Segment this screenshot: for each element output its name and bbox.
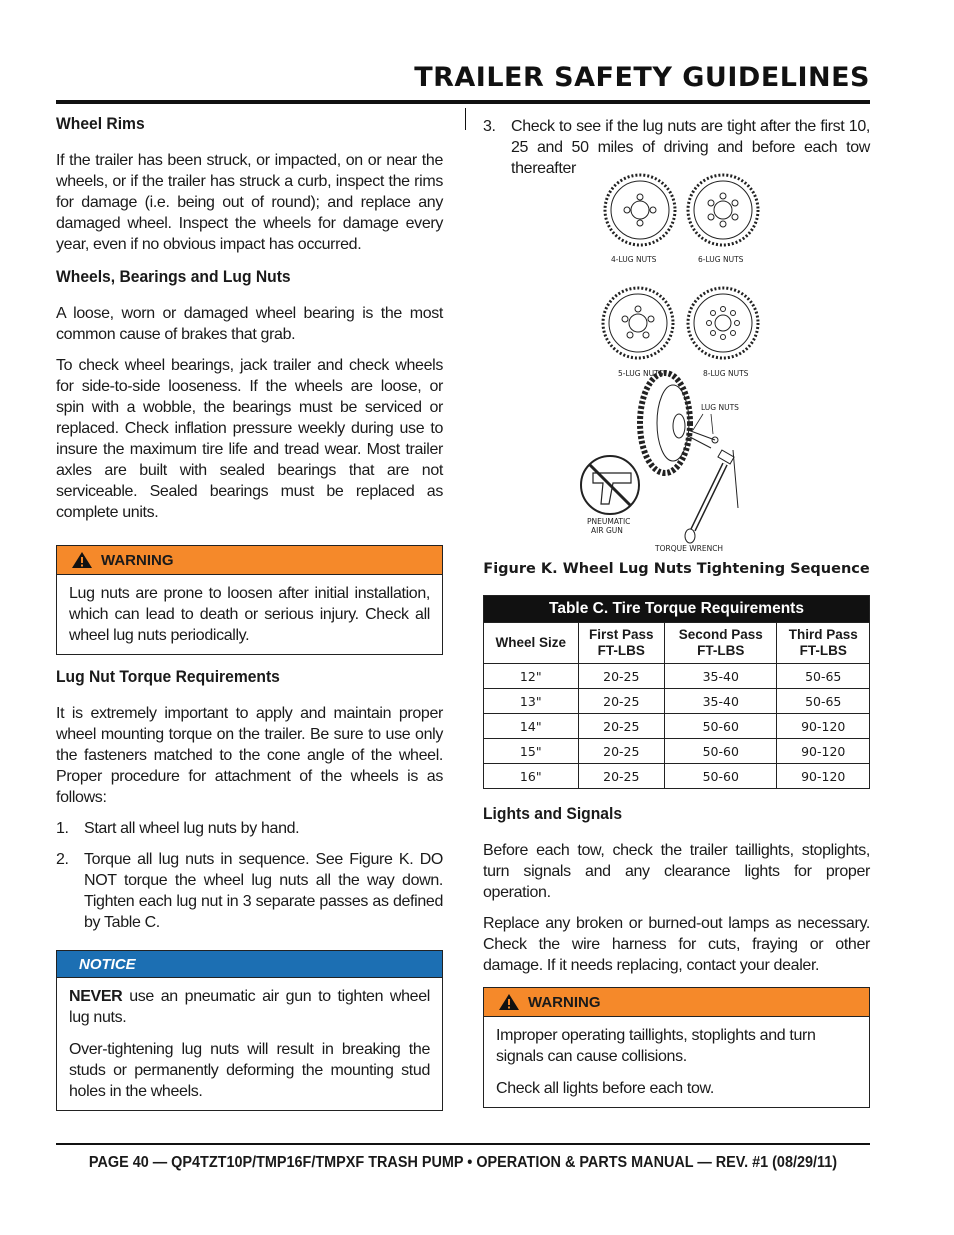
table-row xyxy=(484,714,870,739)
step-text: Torque all lug nuts in sequence. See Figure K. DO NOT torque the wheel lug nuts all the way down. Tighten each lug nut in 3 separate passes as defined by Table C. xyxy=(84,851,443,931)
label-8-lug: 8-LUG NUTS xyxy=(703,369,749,378)
table-row xyxy=(484,764,870,789)
table-header-cell xyxy=(484,623,579,664)
warning-body xyxy=(484,1017,869,1107)
table-cell: 12" xyxy=(484,664,579,689)
notice-header xyxy=(57,951,442,978)
warning-label: WARNING xyxy=(101,551,174,569)
never-emphasis: NEVER xyxy=(69,988,123,1005)
table-header-cell xyxy=(777,623,870,664)
table-cell: 35-40 xyxy=(665,689,777,714)
page-footer: PAGE 40 — QP4TZT10P/TMP16F/TMPXF TRASH PUMP • OPERATION & PARTS MANUAL — REV. #1 (08/29/11) xyxy=(88,1154,838,1171)
warning-box-lights xyxy=(483,987,870,1108)
wheel-lug-diagram xyxy=(483,168,870,558)
step-text: Check to see if the lug nuts are tight after the first 10, 25 and 50 miles of driving and before each tow thereafter xyxy=(511,118,870,177)
warning-header xyxy=(57,546,442,575)
bearings-paragraph-2: To check wheel bearings, jack trailer and check wheels for side-to-side looseness. If the wheels are loose, or spin with a wobble, the bearings must be serviced or replaced. Check inflation pressure weekly during use to insure the maximum tire life and tread wear. Most trailer axles are built with sealed bearings that are not serviceable. Sealed bearings must be replaced as complete units. xyxy=(56,357,443,521)
label-lug-nuts: LUG NUTS xyxy=(701,403,739,412)
warning-text: Lug nuts are prone to loosen after initial installation, which can lead to death or serious injury. Check all wheel lug nuts periodically. xyxy=(69,585,430,644)
table-row xyxy=(484,664,870,689)
wheel-6-lug-icon xyxy=(688,175,758,245)
no-air-gun-icon xyxy=(581,456,639,514)
header-line-2: FT-LBS xyxy=(799,643,847,658)
label-4-lug: 4-LUG NUTS xyxy=(611,255,657,264)
wheel-rims-heading: Wheel Rims xyxy=(56,114,145,133)
table-header-cell xyxy=(665,623,777,664)
figure-caption: Figure K. Wheel Lug Nuts Tightening Sequence xyxy=(483,561,870,577)
table-cell: 50-65 xyxy=(777,664,870,689)
table-row xyxy=(484,739,870,764)
table-header-cell xyxy=(578,623,665,664)
torque-heading: Lug Nut Torque Requirements xyxy=(56,667,280,686)
wheel-8-lug-icon xyxy=(688,288,758,358)
torque-steps xyxy=(56,818,443,933)
notice-paragraph-2: Over-tightening lug nuts will result in breaking the studs or permanently deforming the mounting stud holes in the wheels. xyxy=(69,1041,430,1100)
notice-label: NOTICE xyxy=(79,955,136,973)
table-cell: 16" xyxy=(484,764,579,789)
lights-paragraph-2: Replace any broken or burned-out lamps as necessary. Check the wire harness for cuts, fraying or other damage. If it needs replacing, contact your dealer. xyxy=(483,915,870,974)
wheel-4-lug-icon xyxy=(605,175,675,245)
header-line-2: FT-LBS xyxy=(697,643,745,658)
label-5-lug: 5-LUG NUTS xyxy=(618,369,664,378)
list-item xyxy=(56,849,443,933)
header-line-1: Second Pass xyxy=(678,627,763,642)
bearings-paragraph-1: A loose, worn or damaged wheel bearing is the most common cause of brakes that grab. xyxy=(56,305,443,343)
table-cell: 90-120 xyxy=(777,764,870,789)
wheel-5-lug-icon xyxy=(603,288,673,358)
header-line-1: Wheel Size xyxy=(495,635,567,650)
footer-rule xyxy=(56,1143,870,1145)
table-cell: 20-25 xyxy=(578,664,665,689)
warning-paragraph-2: Check all lights before each tow. xyxy=(496,1080,714,1097)
warning-triangle-icon xyxy=(71,551,93,569)
table-cell: 50-60 xyxy=(665,764,777,789)
table-cell: 50-60 xyxy=(665,739,777,764)
table-cell: 90-120 xyxy=(777,714,870,739)
warning-label: WARNING xyxy=(528,993,601,1011)
table-cell: 35-40 xyxy=(665,664,777,689)
table-cell: 20-25 xyxy=(578,739,665,764)
warning-paragraph-1: Improper operating taillights, stoplights and turn signals can cause collisions. xyxy=(496,1027,816,1065)
warning-triangle-icon xyxy=(498,993,520,1011)
warning-box-lug-nuts xyxy=(56,545,443,655)
header-line-1: Third Pass xyxy=(788,627,858,642)
header-line-2: FT-LBS xyxy=(597,643,645,658)
step-text: Start all wheel lug nuts by hand. xyxy=(84,820,300,837)
lights-heading: Lights and Signals xyxy=(483,804,623,823)
warning-header xyxy=(484,988,869,1017)
table-cell: 20-25 xyxy=(578,764,665,789)
header-line-1: First Pass xyxy=(589,627,654,642)
label-6-lug: 6-LUG NUTS xyxy=(698,255,744,264)
table-cell: 13" xyxy=(484,689,579,714)
notice-box xyxy=(56,950,443,1111)
page-title: TRAILER SAFETY GUIDELINES xyxy=(414,62,870,93)
table-cell: 50-60 xyxy=(665,714,777,739)
step-number: 1. xyxy=(56,820,69,837)
table-row xyxy=(484,689,870,714)
bearings-heading: Wheels, Bearings and Lug Nuts xyxy=(56,267,291,286)
notice-paragraph-1 xyxy=(69,986,430,1028)
tire-side-view-icon xyxy=(640,373,738,508)
torque-wrench-icon xyxy=(685,450,734,543)
notice-paragraph-1-rest: use an pneumatic air gun to tighten wheel lug nuts. xyxy=(69,988,430,1026)
table-cell: 15" xyxy=(484,739,579,764)
title-rule xyxy=(56,100,870,104)
notice-body xyxy=(57,978,442,1110)
table-cell: 90-120 xyxy=(777,739,870,764)
lights-paragraph-1: Before each tow, check the trailer taillights, stoplights, turn signals and any clearance lights for proper operation. xyxy=(483,842,870,901)
warning-body xyxy=(57,575,442,654)
list-item xyxy=(56,818,443,839)
column-divider xyxy=(465,108,466,130)
torque-text: It is extremely important to apply and maintain proper wheel mounting torque on the trailer. Be sure to use only the fasteners matched to the cone angle of the wheel. Proper procedure for attachment of the wheels is as follows: xyxy=(56,705,443,806)
step-number: 3. xyxy=(483,118,496,135)
figure-k xyxy=(483,168,870,568)
label-air-gun: AIR GUN xyxy=(591,526,623,535)
table-title: Table C. Tire Torque Requirements xyxy=(484,596,870,623)
left-column xyxy=(56,114,443,1111)
torque-table-container xyxy=(483,595,870,1108)
table-cell: 20-25 xyxy=(578,714,665,739)
label-pneumatic: PNEUMATIC xyxy=(587,517,631,526)
table-cell: 14" xyxy=(484,714,579,739)
table-cell: 20-25 xyxy=(578,689,665,714)
label-torque-wrench: TORQUE WRENCH xyxy=(655,544,724,553)
wheel-rims-text: If the trailer has been struck, or impacted, on or near the wheels, or if the trailer has struck a curb, inspect the rims for damage (i.e. being out of round); and replace any damaged wheel. Inspect the wheels for damage every year, even if no obvious impact has occurred. xyxy=(56,152,443,253)
step-number: 2. xyxy=(56,851,69,868)
torque-table xyxy=(483,595,870,789)
table-cell: 50-65 xyxy=(777,689,870,714)
